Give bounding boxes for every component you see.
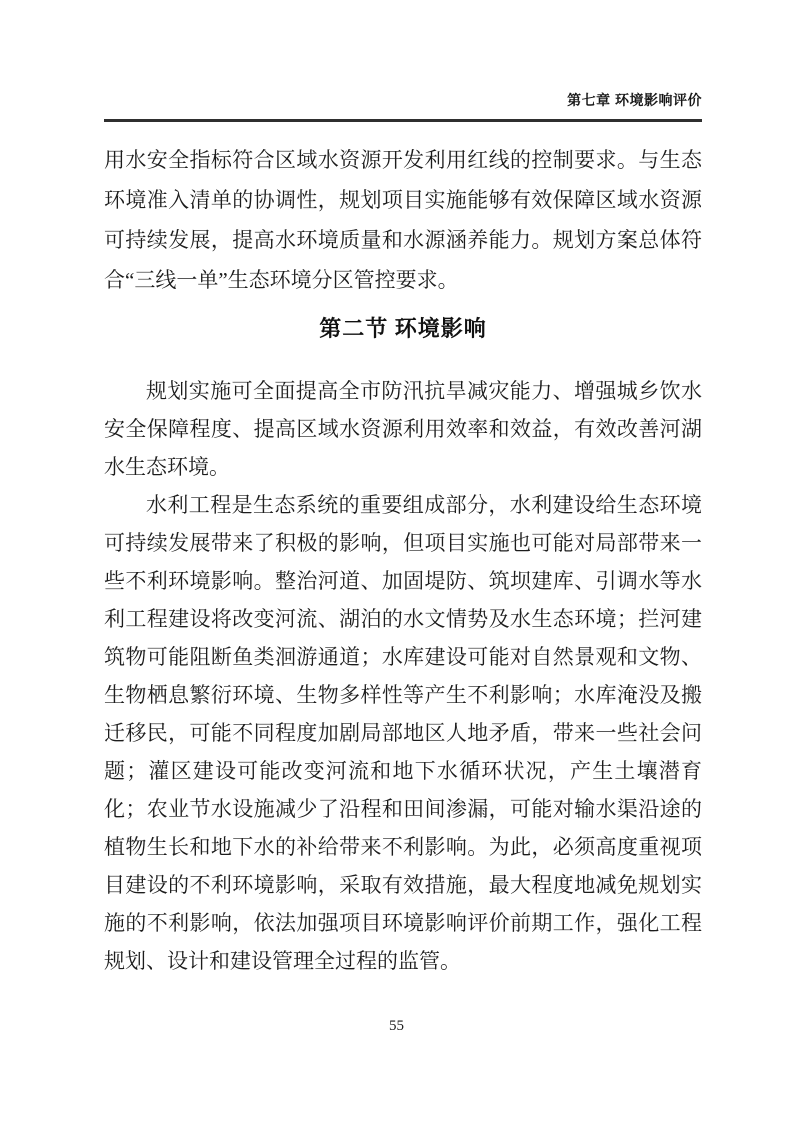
page-header — [104, 90, 702, 110]
header-chapter-title: 第七章 环境影响评价 — [567, 92, 702, 108]
header-rule — [104, 119, 702, 122]
section-heading: 第二节 环境影响 — [319, 316, 487, 341]
body-paragraph-2: 水利工程是生态系统的重要组成部分，水利建设给生态环境可持续发展带来了积极的影响，但项目实施也可能对局部带来一些不利环境影响。整治河道、加固堤防、筑坝建库、引调水等水利工程建设将改变河流、湖泊的水文情势及水生态环境；拦河建筑物可能阻断鱼类洄游通道；水库建设可能对自然景观和文物、生物栖息繁衍环境、生物多样性等产生不利影响；水库淹没及搬迁移民，可能不同程度加剧局部地区人地矛盾，带来一些社会问题；灌区建设可能改变河流和地下水循环状况，产生土壤潜育化；农业节水设施减少了沿程和田间渗漏，可能对输水渠沿途的植物生长和地下水的补给带来不利影响。为此，必须高度重视项目建设的不利环境影响，采取有效措施，最大程度地减免规划实施的不利影响，依法加强项目环境影响评价前期工作，强化工程规划、设计和建设管理全过程的监管。 — [104, 493, 702, 973]
page-footer — [0, 1018, 793, 1035]
page-number: 55 — [389, 1018, 404, 1034]
lead-paragraph: 用水安全指标符合区域水资源开发利用红线的控制要求。与生态环境准入清单的协调性，规划项目实施能够有效保障区域水资源可持续发展，提高水环境质量和水源涵养能力。规划方案总体符合“三线一单”生态环境分区管控要求。 — [104, 148, 702, 292]
page-body — [104, 140, 702, 980]
body-paragraph-1: 规划实施可全面提高全市防汛抗旱减灾能力、增强城乡饮水安全保障程度、提高区域水资源利用效率和效益，有效改善河湖水生态环境。 — [104, 379, 702, 479]
